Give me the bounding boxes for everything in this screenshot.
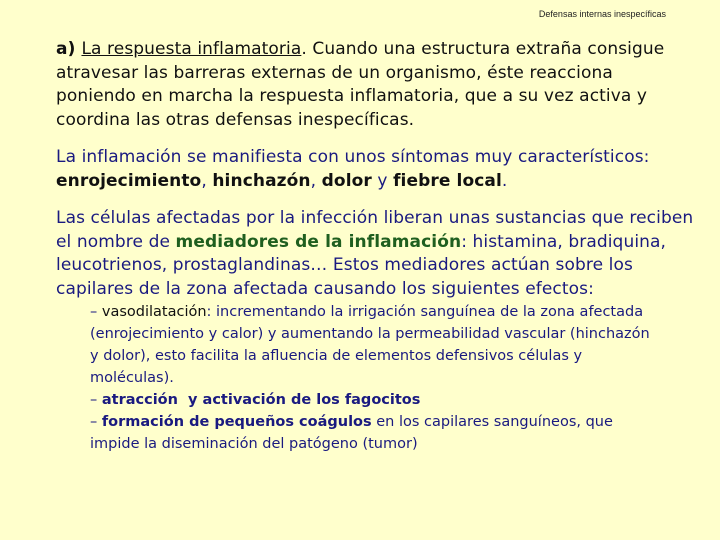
separator: , <box>310 170 322 191</box>
paragraph-inflammatory-response <box>56 38 696 132</box>
clots-term: formación de pequeños coágulos <box>101 414 372 430</box>
symptom-redness: enrojecimiento <box>56 170 202 191</box>
symptoms-intro: La inflamación se manifiesta con unos síntomas muy característicos: <box>56 147 650 167</box>
mediators-term: mediadores de la inflamación <box>175 231 462 252</box>
list-item-phagocytes <box>90 389 660 411</box>
vasodilation-term: vasodilatación <box>101 304 207 320</box>
section-label: a) <box>56 39 82 59</box>
section-term: La respuesta inflamatoria <box>81 39 302 59</box>
symptom-fever: fiebre local <box>393 170 502 191</box>
vasodilation-text: : incrementando la irrigación sanguínea de la zona afectada (enrojecimiento y calor) y aumentando la permeabilidad vascular (hinchazón y dolor), esto facilita la afluencia de elementos defensivos células y moléculas). <box>90 304 650 386</box>
sentence-end: . <box>501 170 508 191</box>
clots-text: en los capilares sanguíneos, que impide la diseminación del patógeno (tumor) <box>90 414 613 452</box>
slide-header: Defensas internas inespecíficas <box>538 9 666 19</box>
symptom-swelling: hinchazón <box>212 170 311 191</box>
effects-list <box>90 301 660 455</box>
list-dash: – <box>90 392 102 408</box>
paragraph-symptoms <box>56 146 696 193</box>
section-text: . Cuando una estructura extraña consigue atravesar las barreras externas de un organismo, éste reacciona poniendo en marcha la respuesta inflamatoria, que a su vez activa y coordina las otras defensas inespecíficas. <box>56 39 665 130</box>
phagocytes-term: atracción y activación de los fagocitos <box>101 392 421 408</box>
list-item-vasodilation <box>90 301 660 389</box>
list-dash: – <box>90 414 102 430</box>
mediators-intro: Las células afectadas por la infección liberan unas sustancias que reciben el nombre de <box>56 208 694 252</box>
list-dash: – <box>90 304 102 320</box>
mediators-text: : histamina, bradiquina, leucotrienos, prostaglandinas… Estos mediadores actúan sobre los capilares de la zona afectada causando los siguientes efectos: <box>56 231 667 299</box>
slide-content <box>56 38 696 455</box>
symptom-pain: dolor <box>321 170 372 191</box>
paragraph-mediators <box>56 207 696 301</box>
separator: , <box>201 170 213 191</box>
separator: y <box>371 170 394 191</box>
list-item-clots <box>90 411 660 455</box>
